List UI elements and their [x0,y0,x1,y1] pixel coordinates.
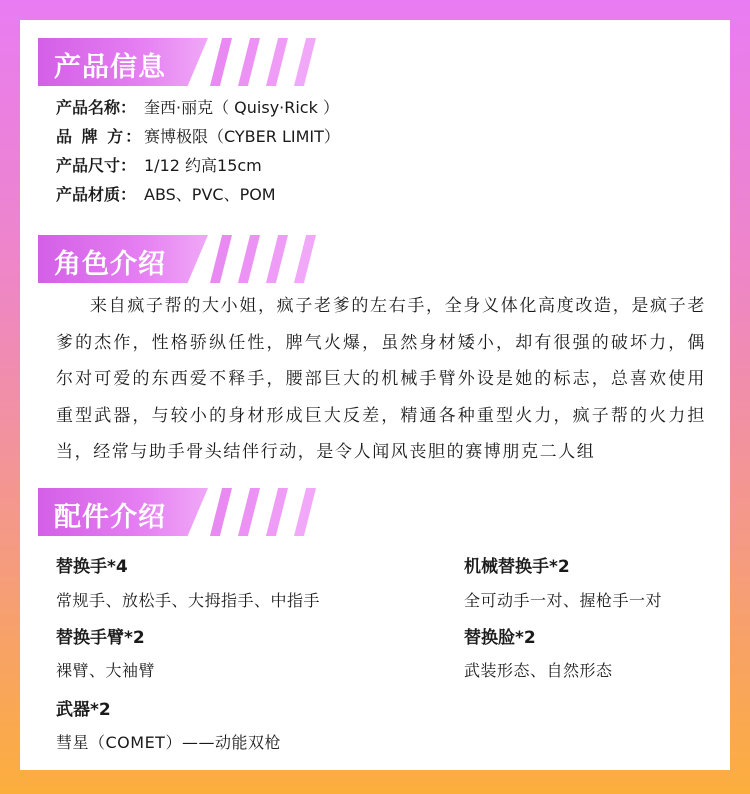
accessory-desc: 常规手、放松手、大拇指手、中指手 [56,591,321,610]
accessory-desc: 裸臂、大袖臂 [56,661,156,680]
decor-stripe [210,235,232,283]
accessory-title: 武器*2 [56,700,111,720]
decor-stripe [238,488,260,536]
material-label: 产品材质： [56,185,137,204]
decor-stripe [294,235,316,283]
material-row [56,183,276,207]
section-header-character [38,235,328,283]
section-header-accessories [38,488,328,536]
product-name-value: 奎西·丽克（ Quisy·Rick ） [144,98,339,117]
section-title: 角色介绍 [54,249,166,280]
brand-value: 赛博极限（CYBER LIMIT） [144,127,340,146]
accessory-title: 替换手臂*2 [56,628,145,648]
decor-stripe [210,488,232,536]
section-header-product-info [38,38,328,86]
accessory-desc: 全可动手一对、握枪手一对 [464,591,663,610]
decor-stripe [266,38,288,86]
size-row [56,154,262,178]
size-label: 产品尺寸： [56,156,137,175]
decor-stripe [294,488,316,536]
brand-label: 品 牌 方： [56,127,144,146]
brand-row [56,125,340,149]
decor-stripe [294,38,316,86]
accessory-desc: 彗星（COMET）——动能双枪 [56,733,281,752]
accessory-title: 替换手*4 [56,557,128,577]
product-name-label: 产品名称： [56,98,137,117]
decor-stripe [266,235,288,283]
product-name-row [56,96,339,120]
size-value: 1/12 约高15cm [144,156,262,175]
section-title: 配件介绍 [54,502,166,533]
content-card [20,20,730,770]
accessory-title: 替换脸*2 [464,628,536,648]
accessory-title: 机械替换手*2 [464,557,570,577]
decor-stripe [238,38,260,86]
decor-stripe [266,488,288,536]
decor-stripe [238,235,260,283]
decor-stripe [210,38,232,86]
section-title: 产品信息 [54,52,166,83]
character-description: 来自疯子帮的大小姐，疯子老爹的左右手，全身义体化高度改造，是疯子老爹的杰作，性格骄纵任性，脾气火爆，虽然身材矮小，却有很强的破坏力，偶尔对可爱的东西爱不释手，腰部巨大的机械手臂外设是她的标志，总喜欢使用重型武器，与较小的身材形成巨大反差，精通各种重型火力，疯子帮的火力担当，经常与助手骨头结伴行动，是令人闻风丧胆的赛博朋克二人组 [56,296,706,462]
material-value: ABS、PVC、POM [144,185,276,204]
accessory-desc: 武装形态、自然形态 [464,661,613,680]
